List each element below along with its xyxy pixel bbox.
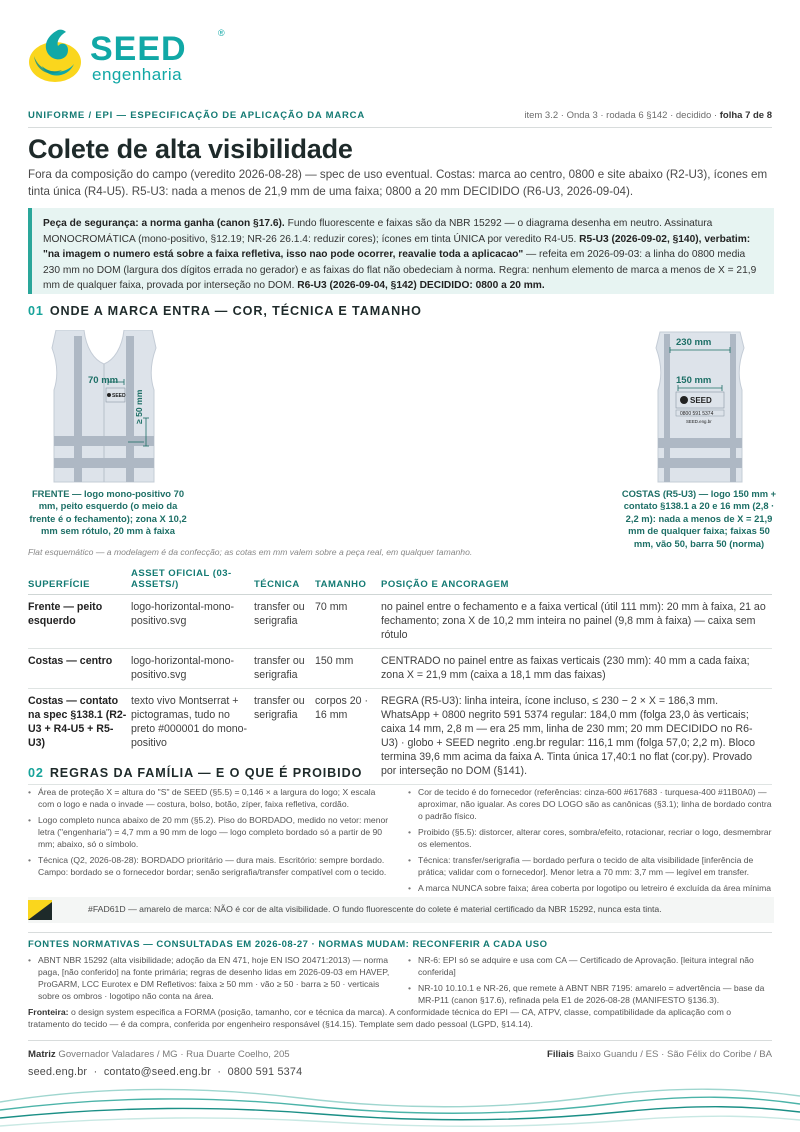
- list-item: • Proibido (§5.5): distorcer, alterar cores, sombra/efeito, rotacionar, recriar o logo, desmembrar os elementos.: [408, 826, 774, 850]
- back-caption-line: 2,2 m): nada a menos de X = 21,9: [625, 512, 773, 524]
- sheet-meta: [524, 110, 772, 121]
- registered-mark: ®: [218, 28, 225, 38]
- list-item: • A marca NUNCA sobre faixa; área coberta por logotipo ou letreiro é excluída da área mínima: [408, 882, 774, 906]
- list-item: • NR-6: EPI só se adquire e usa com CA — Certificado de Aprovação. [leitura integral não conferida]: [408, 954, 774, 978]
- boundary-note: [28, 1006, 772, 1030]
- front-caption-line: FRENTE — logo mono-positivo 70: [31, 488, 185, 499]
- seed-logo: [28, 26, 228, 86]
- boundary-text: o design system especifica a FORMA (posição, tamanho, cor e técnica da marca). A conformidade técnica do EPI — CA, ATPV, classe, compatibilidade da aplicação com o tratamento do tecido — é da compra, conferida por engenheiro responsável (§14.15). Template sem dado pessoal (LGPD, §14.14).: [28, 1007, 732, 1029]
- back-logo-mark: SEED: [690, 396, 712, 405]
- safety-callout: [28, 208, 774, 294]
- back-phone: 0800 591 5374: [680, 411, 714, 417]
- headquarters-address: [28, 1049, 290, 1060]
- section-2-heading: [28, 766, 362, 780]
- meta-text: item 3.2 · Onda 3 · rodada 6 §142 · decidido ·: [524, 110, 718, 121]
- list-item: • Cor de tecido é do fornecedor (referências: cinza-600 #617683 · turquesa-400 #11B0A0) — aproximar, não igualar. As cores DO LOGO são as canônicas (§3.1); linha de bordado contra o padrão físico.: [408, 786, 774, 822]
- section-1-heading: [28, 304, 422, 318]
- cell-asset: texto vivo Montserrat + pictogramas, tudo no preto #000001 do mono-positivo: [131, 689, 254, 785]
- sources-left-list: [28, 954, 394, 1006]
- cell-size: 70 mm: [315, 595, 381, 649]
- cell-surface: Frente — peito esquerdo: [28, 595, 131, 649]
- col-position: POSIÇÃO E ANCORAGEM: [381, 565, 772, 595]
- flat-note: Flat esquemático — a modelagem é da confecção; as cotas em mm valem sobre a peça real, em qualquer tamanho.: [28, 547, 473, 557]
- callout-text-1: Fundo fluorescente e faixas são da NBR 15292 — o diagrama desenha em neutro. Assinatura MONOCROMÁTICA (mono-positivo, §12.19; NR-26 26.1.4: reduzir cores); ícones em tinta ÚNICA por veredito R4-U5.: [43, 218, 713, 245]
- vest-front-figure: [44, 330, 164, 495]
- branches-text: Baixo Guandu / ES · São Félix do Coribe / BA: [574, 1049, 772, 1060]
- back-site: SEED.eng.br: [686, 419, 712, 424]
- cell-size: corpos 20 · 16 mm: [315, 689, 381, 785]
- sheet-number: folha 7 de 8: [719, 110, 772, 121]
- header-divider: [28, 127, 772, 128]
- front-logo-dimension: 70 mm: [88, 375, 119, 386]
- cell-technique: transfer ou serigrafia: [254, 595, 315, 649]
- back-caption-line: mm de qualquer faixa; faixas 50: [628, 525, 770, 537]
- col-size: TAMANHO: [315, 565, 381, 595]
- cell-surface: Costas — contato na spec §138.1 (R2-U3 + R4-U5 + R5-U3): [28, 689, 131, 785]
- lede-paragraph: Fora da composição do campo (veredito 2026-08-28) — spec de uso eventual. Costas: marca ao centro, 0800 e site abaixo (R2-U3), ícones em tinta única (R4-U5). R5-U3: nada a menos de 21,9 mm de uma faixa; 0800 a 20 mm DECIDIDO (R6-U3, 2026-09-04).: [28, 168, 768, 198]
- front-vertical-dimension: ≥ 50 mm: [134, 389, 144, 424]
- table-row: [28, 595, 772, 649]
- section-1-title: ONDE A MARCA ENTRA — COR, TÉCNICA E TAMANHO: [49, 304, 422, 318]
- col-technique: TÉCNICA: [254, 565, 315, 595]
- section-2-title: REGRAS DA FAMÍLIA — E O QUE É PROIBIDO: [49, 766, 363, 780]
- headquarters-label: Matriz: [28, 1049, 56, 1060]
- yellow-swatch-note: [28, 897, 774, 923]
- rules-right-list: [408, 786, 774, 910]
- callout-decision: R6-U3 (2026-09-04, §142) DECIDIDO: 0800 a 20 mm.: [297, 280, 545, 291]
- list-item: • ABNT NBR 15292 (alta visibilidade; adoção da EN 471, hoje EN ISO 20471:2013) — norma paga, [não conferido] na fonte primária; regras de desenho lidas em 2026-09-03 em HAVEP, ProGARM, LCC Eurotex e DM Refletivos: faixa ≥ 50 mm · vão ≥ 50 · barra ≥ 50 · verticais sobre os ombros · logotipo não conta na área.: [28, 954, 394, 1002]
- table-header-row: [28, 565, 772, 595]
- back-caption: [614, 488, 784, 550]
- page-title: Colete de alta visibilidade: [28, 134, 353, 164]
- vest-front-drawing: [44, 330, 164, 490]
- back-top-dimension: 230 mm: [676, 337, 712, 348]
- list-item: • Logo completo nunca abaixo de 20 mm (§5.2). Piso do BORDADO, medido no vetor: menor letra ("engenharia") = 4,7 mm a 90 mm de logo — logo completo bordado só a partir de 90 mm; abaixo, só o símbolo.: [28, 814, 394, 850]
- footer-waves-decoration: [0, 1082, 800, 1132]
- branches-address: [547, 1049, 772, 1060]
- back-caption-line: COSTAS (R5-U3) — logo 150 mm +: [621, 488, 777, 499]
- cell-surface: Costas — centro: [28, 649, 131, 689]
- cell-asset: logo-horizontal-mono-positivo.svg: [131, 595, 254, 649]
- contact-line: seed.eng.br · contato@seed.eng.br · 0800 591 5374: [28, 1066, 303, 1078]
- sources-right-list: [408, 954, 774, 1010]
- sources-heading: FONTES NORMATIVAS — CONSULTADAS EM 2026-08-27 · NORMAS MUDAM: RECONFERIR A CADA USO: [28, 939, 548, 950]
- cell-technique: transfer ou serigrafia: [254, 689, 315, 785]
- seed-symbol-icon: [28, 26, 88, 84]
- cell-position: no painel entre o fechamento e a faixa vertical (útil 111 mm): 20 mm à faixa, 21 ao fechamento; zona X de 10,2 mm inteira no painel (9,8 mm à faixa) — caixa sem rótulo: [381, 595, 772, 649]
- cell-position: REGRA (R5-U3): linha inteira, ícone incluso, ≤ 230 − 2 × X = 186,3 mm. WhatsApp + 0800 negrito 591 5374 regular: 184,0 mm (folga 23,0 às verticais; caixa 14 mm, 2,8 m — era 25 mm, linha de 230 mm; 20 mm DECIDIDO no R6-U3) · globo + SEED negrito .eng.br regular: 116,1 mm (folga 57,0; 2,2 m). Bloco termina 39,6 mm acima da faixa A. Tinta única 17,40:1 no flat (cor.py). Provado por interseção no DOM (§141).: [381, 689, 772, 785]
- callout-verbatim: R5-U3 (2026-09-02, §140), verbatim: "na imagem o numero está sobre a faixa refletiva, isso nao pode ocorrer, reavalie toda a aplicacao": [43, 233, 751, 260]
- cell-position: CENTRADO no painel entre as faixas verticais (230 mm): 40 mm a cada faixa; zona X = 21,9 mm (caixa a 18,1 mm das faixas): [381, 649, 772, 689]
- rules-left-list: [28, 786, 394, 882]
- front-caption-line: mm, peito esquerdo (o meio da: [38, 500, 178, 512]
- boundary-label: Fronteira:: [28, 1007, 69, 1017]
- col-surface: SUPERFÍCIE: [28, 565, 131, 595]
- list-item: • Área de proteção X = altura do "S" de SEED (§5.5) = 0,146 × a largura do logo; X escala com o logo e nada o invade — costura, bolso, botão, zíper, faixa refletiva, cordão.: [28, 786, 394, 810]
- brand-name: SEED: [90, 30, 187, 68]
- callout-lead: Peça de segurança: a norma ganha (canon §17.6).: [43, 218, 285, 229]
- yellow-swatch-icon: [28, 900, 52, 920]
- brand-subname: engenharia: [92, 65, 183, 84]
- application-table: [28, 565, 772, 785]
- callout-text-2: — refeita em 2026-09-03: a linha do 0800 media 230 mm no DOM (largura dos dígitos errada no gerador) e as faixas do flat não obedeciam à norma. Regra: nenhum elemento de marca a menos de X = 21,9 mm de qualquer faixa, provada por interseção no DOM.: [43, 249, 757, 291]
- vest-back-drawing: [650, 330, 750, 490]
- cell-size: 150 mm: [315, 649, 381, 689]
- cell-technique: transfer ou serigrafia: [254, 649, 315, 689]
- swatch-text: #FAD61D — amarelo de marca: NÃO é cor de alta visibilidade. O fundo fluorescente do colete é material certificado da NBR 15292, nunca esta tinta.: [88, 904, 662, 914]
- front-caption-line: frente é o fechamento); zona X 10,2: [29, 512, 187, 524]
- list-item: • NR-10 10.10.1 e NR-26, que remete à ABNT NBR 7195: amarelo = advertência — base da MR-P11 (canon §17.6), refinada pela E1 de 2026-08-28 (MANIFESTO §136.3).: [408, 982, 774, 1006]
- section-1-number: 01: [28, 304, 44, 318]
- sources-divider: [28, 932, 772, 933]
- front-logo-mark: SEED: [112, 393, 126, 399]
- list-item: • Técnica (Q2, 2026-08-28): BORDADO prioritário — dura mais. Escritório: sempre bordado. Campo: bordado se o fornecedor bordar; senão serigrafia/transfer compatível com o tecido.: [28, 854, 394, 878]
- footer-divider: [28, 1040, 772, 1041]
- headquarters-text: Governador Valadares / MG · Rua Duarte Coelho, 205: [55, 1049, 290, 1060]
- section-2-number: 02: [28, 766, 44, 780]
- cell-asset: logo-horizontal-mono-positivo.svg: [131, 649, 254, 689]
- front-caption-line: mm sem rótulo, 20 mm à faixa: [41, 525, 175, 537]
- list-item: • Técnica: transfer/serigrafia — bordado perfura o tecido de alta visibilidade [inferência de prática; validar com o fornecedor]. Menor letra a 70 mm: 3,7 mm — legível em transfer.: [408, 854, 774, 878]
- table-row: [28, 649, 772, 689]
- back-caption-line: contato §138.1 a 20 e 16 mm (2,8 ·: [623, 500, 775, 512]
- back-caption-line: mm, vão 50, barra 50 (norma): [633, 537, 765, 549]
- front-caption: [28, 488, 188, 538]
- branches-label: Filiais: [546, 1049, 575, 1060]
- col-asset: ASSET OFICIAL (03-ASSETS/): [131, 565, 254, 595]
- vest-back-figure: [650, 330, 750, 495]
- section-label: UNIFORME / EPI — ESPECIFICAÇÃO DE APLICAÇÃO DA MARCA: [28, 110, 365, 121]
- back-logo-dimension: 150 mm: [676, 375, 712, 386]
